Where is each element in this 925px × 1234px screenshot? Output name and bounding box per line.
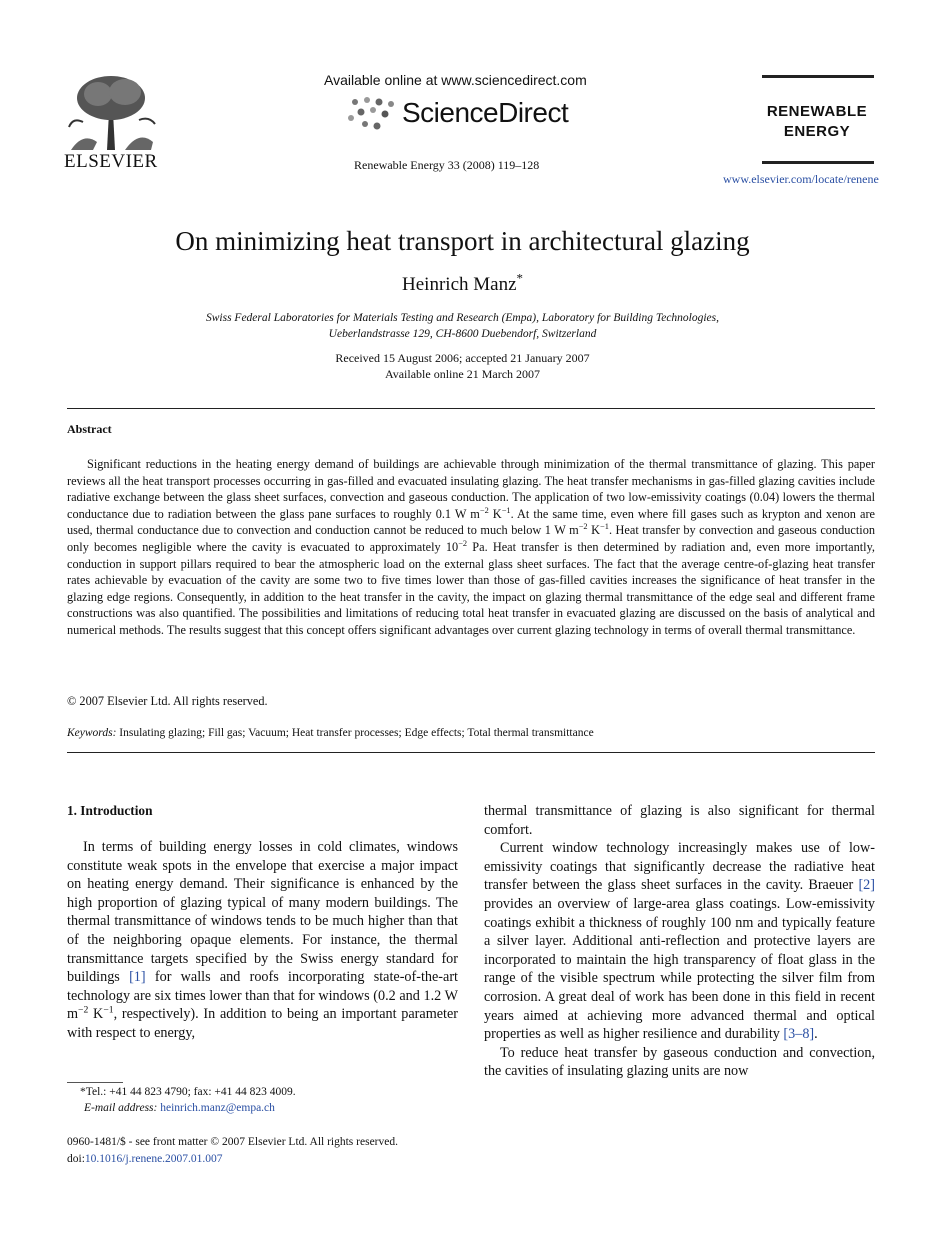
available-date: Available online 21 March 2007 xyxy=(384,367,541,381)
author-contact-tel: *Tel.: +41 44 823 4790; fax: +41 44 823 4009. xyxy=(80,1086,296,1098)
keywords xyxy=(67,727,875,739)
abstract-text-4: K xyxy=(587,523,601,538)
intro-text-3: K xyxy=(88,1006,104,1023)
journal-name-line2: ENERGY xyxy=(783,123,851,140)
author-email xyxy=(84,1102,275,1114)
abstract-copyright: © 2007 Elsevier Ltd. All rights reserved. xyxy=(67,694,268,708)
elsevier-wordmark[interactable]: ELSEVIER xyxy=(64,151,158,172)
affiliation xyxy=(0,310,925,342)
elsevier-tree-logo-icon xyxy=(63,72,159,150)
doi-line xyxy=(67,1153,223,1165)
abstract-sup-2: −1 xyxy=(501,505,511,515)
intro-right-paragraph-1 xyxy=(484,839,875,1044)
issn-line: 0960-1481/$ - see front matter © 2007 Elsevier Ltd. All rights reserved. xyxy=(67,1136,398,1148)
citation-link-1[interactable]: [1] xyxy=(129,969,146,986)
author-line xyxy=(0,270,925,296)
abstract-sup-4: −1 xyxy=(600,522,609,532)
doi-link[interactable]: 10.1016/j.renene.2007.01.007 xyxy=(84,1153,223,1165)
journal-name xyxy=(752,102,882,142)
journal-url-link[interactable]: www.elsevier.com/locate/renene xyxy=(723,172,879,186)
abstract-text-5: . Heat transfer by convection and gaseous conduction only becomes negligible where the cavity is evacuated to approximately 10 xyxy=(67,523,875,554)
sciencedirect-wordmark[interactable]: ScienceDirect xyxy=(402,97,569,128)
abstract-body xyxy=(67,456,875,639)
affiliation-line1: Swiss Federal Laboratories for Materials Testing and Research (Empa), Laboratory for Building Technologies, xyxy=(205,312,720,324)
intro-right-paragraph-0: thermal transmittance of glazing is also significant for thermal comfort. xyxy=(484,803,875,838)
abstract-text-3: . At the same time, even where fill gases such as krypton and xenon are used, thermal conductance due to convection and conduction cannot be reduced to much below 1 W m xyxy=(67,506,875,538)
citation-link-3[interactable]: [3–8] xyxy=(783,1026,815,1043)
intro-right-paragraph-2: To reduce heat transfer by gaseous conduction and convection, the cavities of insulating glazing units are now xyxy=(484,1044,875,1080)
sciencedirect-dots-icon xyxy=(345,96,400,132)
abstract-bottom-rule xyxy=(67,752,875,753)
doi-label: doi: xyxy=(67,1153,85,1165)
keywords-list: Insulating glazing; Fill gas; Vacuum; Heat transfer processes; Edge effects; Total thermal transmittance xyxy=(116,727,594,739)
abstract-text-2: K xyxy=(488,506,502,521)
journal-name-line1: RENEWABLE xyxy=(766,103,868,120)
author-name: Heinrich Manz xyxy=(402,274,517,295)
abstract-top-rule xyxy=(67,408,875,409)
abstract-text-1: Significant reductions in the heating energy demand of buildings are achievable through minimization of the thermal transmittance of glazing. This paper reviews all the heat transport processes occurring in gas-filled and evacuated insulating glazing. The heat transfer mechanisms in gas-filled glazing cavities include radiative exchange between the glass sheet surfaces, convection and gaseous conduction. The application of two low-emissivity coatings (0.04) lowers the thermal conductance due to radiation between the glass pane surfaces to roughly 0.1 W m xyxy=(67,457,875,521)
received-date: Received 15 August 2006; accepted 21 January 2007 xyxy=(335,351,590,365)
email-link[interactable]: heinrich.manz@empa.ch xyxy=(160,1102,275,1114)
abstract-text-6: Pa. Heat transfer is then determined by radiation and, even more importantly, conduction in support pillars required to bear the atmospheric load on the external glass sheet surfaces. The fact that the average centre-of-glazing heat transfer rates achievable by evacuation of the cavity are some two to five times lower than those of gas-filled cavities increases the significance of heat transfer in the glazing edge regions. Consequently, in addition to the heat transfer in the cavity, the impact on glazing thermal transmittance of the edge seal and different frame constructions was also quantified. The possibilities and limitations of reducing total heat transfer in evacuated glazing are discussed on the basis of analytical and numerical methods. The results suggest that this concept offers significant advantages over current glazing technology in terms of overall thermal transmittance. xyxy=(67,539,875,637)
article-title: On minimizing heat transport in architectural glazing xyxy=(175,226,750,256)
intro-sup-2: −1 xyxy=(103,1004,114,1016)
journal-name-top-rule xyxy=(762,75,874,78)
abstract-heading: Abstract xyxy=(67,422,112,436)
intro-right-text-1c: . xyxy=(814,1026,818,1043)
author-footnote-mark[interactable]: * xyxy=(516,270,523,286)
keywords-label: Keywords: xyxy=(67,727,117,739)
footnote-rule xyxy=(67,1082,123,1083)
journal-name-bottom-rule xyxy=(762,161,874,164)
intro-text-4: , respectively). In addition to being an important parameter with respect to energy, xyxy=(67,1006,459,1041)
email-label: E-mail address: xyxy=(84,1102,158,1114)
affiliation-line2: Ueberlandstrasse 129, CH-8600 Duebendorf, Switzerland xyxy=(328,328,597,340)
journal-reference: Renewable Energy 33 (2008) 119–128 xyxy=(354,158,540,172)
available-online-text: Available online at www.sciencedirect.com xyxy=(324,72,587,88)
abstract-sup-1: −2 xyxy=(479,505,489,515)
abstract-sup-3: −2 xyxy=(578,522,588,532)
intro-right-text-1a: Current window technology increasingly makes use of low-emissivity coatings that significantly decrease the radiative heat transfer between the glass sheet surfaces in the cavity. Braeuer xyxy=(484,840,875,894)
intro-left-paragraph xyxy=(67,838,458,1043)
intro-text-2: for walls and roofs incorporating state-of-the-art technology are six times lower than that for windows (0.2 and 1.2 W m xyxy=(67,969,458,1023)
intro-right-text-1b: provides an overview of large-area glass coatings. Low-emissivity coatings exhibit a thickness of roughly 100 nm and typically feature a silver layer. Additional anti-reflection and protective layers are incorporated to maintain the high transparency of float glass in the range of the visible spectrum while protecting the silver film from corrosion. A great deal of work has been done in this field in recent years aimed at achieving more advanced thermal and optical properties as well as higher resilience and durability xyxy=(484,895,875,1043)
intro-right-column xyxy=(484,802,875,1081)
intro-sup-1: −2 xyxy=(78,1004,89,1016)
intro-text-1: In terms of building energy losses in cold climates, windows constitute weak spots in the envelope that exercise a major impact on heating energy demand. Their significance is enhanced by the high proportion of glazing typical of many modern buildings. The thermal transmittance of windows tends to be much higher than that of the neighboring opaque elements. For instance, the thermal transmittance targets specified by the Swiss energy standard for buildings xyxy=(67,839,458,986)
abstract-sup-5: −2 xyxy=(458,538,468,548)
dates xyxy=(0,350,925,382)
introduction-heading: 1. Introduction xyxy=(67,803,153,818)
citation-link-2[interactable]: [2] xyxy=(858,877,875,894)
